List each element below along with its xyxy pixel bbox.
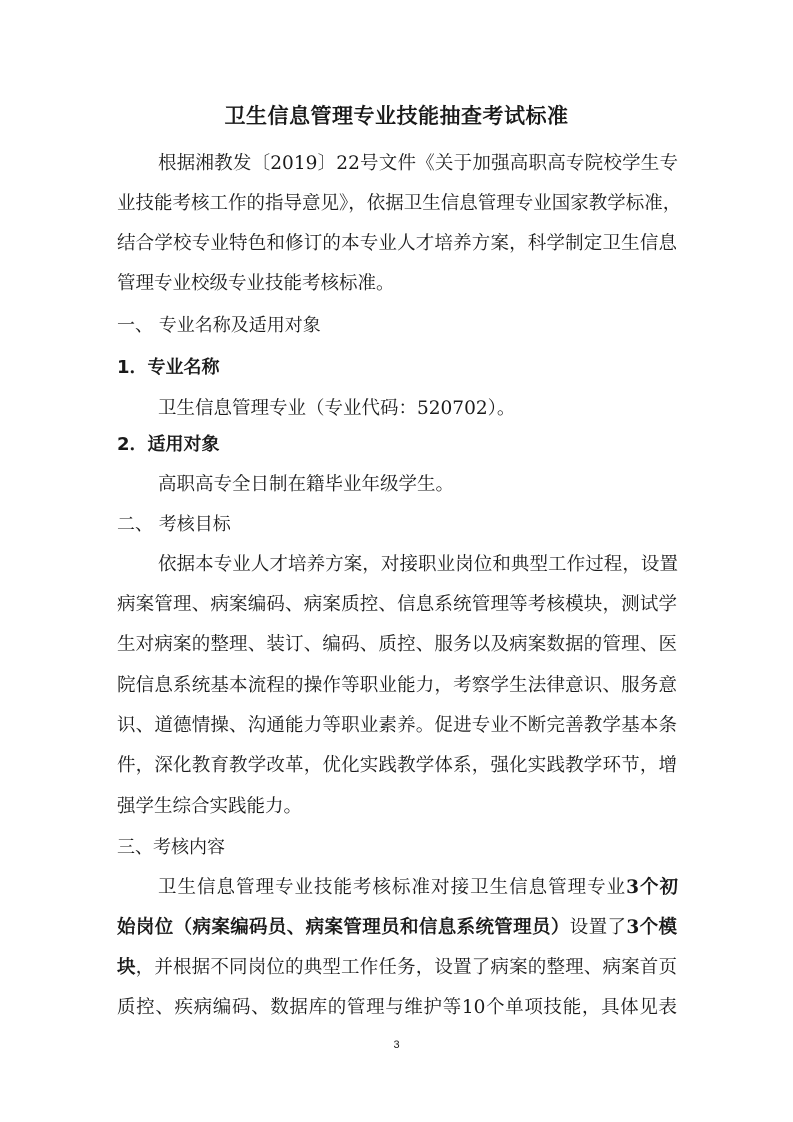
section1-sub2-heading: 2．适用对象 xyxy=(117,434,220,455)
page-number: 3 xyxy=(393,1039,400,1051)
section2-line-3: 生对病案的整理、装订、编码、质控、服务以及病案数据的管理、医 xyxy=(117,634,677,655)
section2-heading: 二、 考核目标 xyxy=(117,514,231,535)
section3-line-1-text: 卫生信息管理专业技能考核标准对接卫生信息管理专业 xyxy=(158,877,627,898)
intro-line-4: 管理专业校级专业技能考核标准。 xyxy=(117,273,395,294)
section1-sub2-text: 高职高专全日制在籍毕业年级学生。 xyxy=(158,474,455,495)
section2-line-1: 依据本专业人才培养方案，对接职业岗位和典型工作过程，设置 xyxy=(158,554,678,575)
intro-line-3: 结合学校专业特色和修订的本专业人才培养方案，科学制定卫生信息 xyxy=(117,233,677,254)
section2-line-5: 识、道德情操、沟通能力等职业素养。促进专业不断完善教学基本条 xyxy=(117,715,677,736)
section2-line-2: 病案管理、病案编码、病案质控、信息系统管理等考核模块，测试学 xyxy=(117,594,677,615)
section3-line-2-text: 设置了 xyxy=(569,917,627,938)
section2-line-7: 强学生综合实践能力。 xyxy=(117,796,303,817)
section3-line-2-bold-a: 始岗位（病案编码员、病案管理员和信息系统管理员） xyxy=(117,917,570,938)
section3-line-3 xyxy=(117,956,677,980)
section1-heading: 一、 专业名称及适用对象 xyxy=(117,315,321,336)
section3-line-3-bold: 块 xyxy=(117,957,136,978)
section3-line-2 xyxy=(117,916,677,940)
section3-line-1-bold: 3个初 xyxy=(626,877,678,898)
section3-line-1 xyxy=(158,876,678,900)
document-title: 卫生信息管理专业技能抽查考试标准 xyxy=(224,104,569,128)
intro-line-1: 根据湘教发〔2019〕22号文件《关于加强高职高专院校学生专 xyxy=(158,153,678,174)
intro-line-2: 业技能考核工作的指导意见》，依据卫生信息管理专业国家教学标准， xyxy=(117,193,682,214)
section2-line-6: 件，深化教育教学改革，优化实践教学体系，强化实践教学环节，增 xyxy=(117,755,677,776)
section3-line-4: 质控、疾病编码、数据库的管理与维护等10个单项技能，具体见表 xyxy=(117,997,677,1018)
section3-line-3-text: ，并根据不同岗位的典型工作任务，设置了病案的整理、病案首页 xyxy=(135,957,677,978)
section3-line-2-bold-b: 3个模 xyxy=(626,917,677,938)
section1-sub1-heading: 1．专业名称 xyxy=(117,357,220,378)
section3-heading: 三、考核内容 xyxy=(117,837,225,858)
section1-sub1-text: 卫生信息管理专业（专业代码：520702）。 xyxy=(158,398,516,419)
section2-line-4: 院信息系统基本流程的操作等职业能力，考察学生法律意识、服务意 xyxy=(117,675,677,696)
